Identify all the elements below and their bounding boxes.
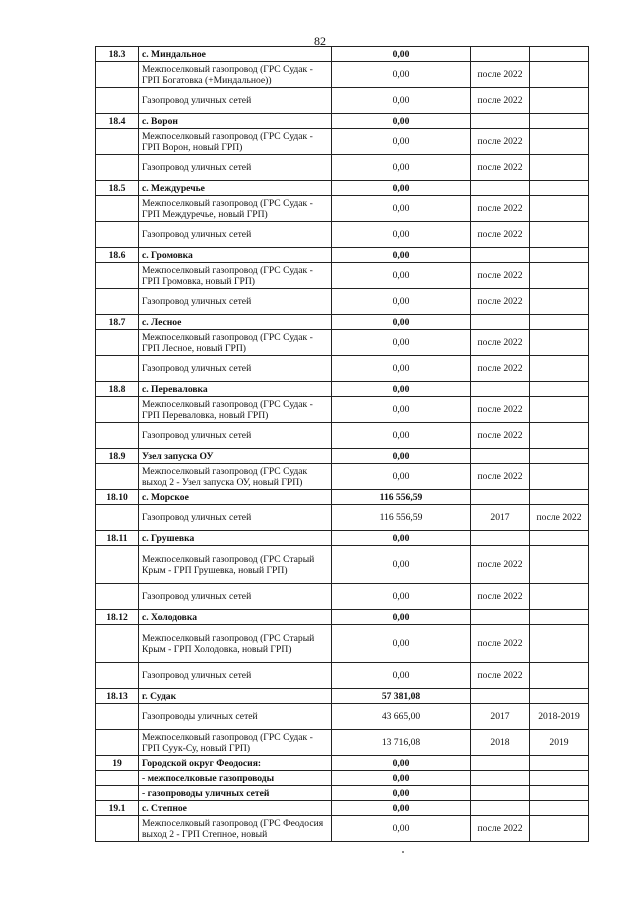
row-year-end <box>530 181 589 196</box>
page-number: 82 <box>314 34 326 48</box>
row-value: 0,00 <box>332 423 471 449</box>
row-value: 0,00 <box>332 397 471 423</box>
row-year-end <box>530 625 589 663</box>
row-name: Межпоселковый газопровод (ГРС Судак - ГРП Междуречье, новый ГРП) <box>139 196 332 222</box>
row-year-start <box>471 786 530 801</box>
scan-artifact <box>402 851 404 853</box>
table-row <box>96 263 589 289</box>
row-year-end <box>530 464 589 490</box>
row-year-start: после 2022 <box>471 464 530 490</box>
row-year-start <box>471 114 530 129</box>
row-number <box>96 263 139 289</box>
row-value: 0,00 <box>332 663 471 689</box>
row-value: 0,00 <box>332 88 471 114</box>
row-year-start: после 2022 <box>471 196 530 222</box>
row-value: 0,00 <box>332 584 471 610</box>
row-name: Газопровод уличных сетей <box>139 663 332 689</box>
row-name: Городской округ Феодосия: <box>139 756 332 771</box>
row-year-end <box>530 449 589 464</box>
section-row <box>96 449 589 464</box>
row-year-start: после 2022 <box>471 546 530 584</box>
row-name: Газопровод уличных сетей <box>139 356 332 382</box>
row-number <box>96 771 139 786</box>
row-year-start <box>471 610 530 625</box>
row-year-end <box>530 546 589 584</box>
row-number: 18.7 <box>96 315 139 330</box>
row-year-end <box>530 816 589 842</box>
row-number <box>96 464 139 490</box>
row-value: 0,00 <box>332 801 471 816</box>
row-name: Межпоселковый газопровод (ГРС Судак выход 2 - Узел запуска ОУ, новый ГРП) <box>139 464 332 490</box>
table-row <box>96 397 589 423</box>
row-name: с. Морское <box>139 490 332 505</box>
row-number: 18.4 <box>96 114 139 129</box>
section-row <box>96 490 589 505</box>
section-row <box>96 801 589 816</box>
row-number <box>96 704 139 730</box>
section-row <box>96 248 589 263</box>
row-year-start: после 2022 <box>471 330 530 356</box>
row-value: 0,00 <box>332 449 471 464</box>
section-row <box>96 181 589 196</box>
row-year-end <box>530 801 589 816</box>
row-name: Газопроводы уличных сетей <box>139 704 332 730</box>
row-value: 0,00 <box>332 289 471 315</box>
row-value: 0,00 <box>332 155 471 181</box>
row-value: 0,00 <box>332 47 471 62</box>
row-number <box>96 289 139 315</box>
row-name: с. Междуречье <box>139 181 332 196</box>
table-row <box>96 196 589 222</box>
row-year-end <box>530 155 589 181</box>
row-year-start: после 2022 <box>471 62 530 88</box>
row-year-start <box>471 181 530 196</box>
row-name: с. Переваловка <box>139 382 332 397</box>
table-row <box>96 423 589 449</box>
row-name: Узел запуска ОУ <box>139 449 332 464</box>
row-year-start: после 2022 <box>471 397 530 423</box>
row-value: 0,00 <box>332 464 471 490</box>
row-year-start: после 2022 <box>471 289 530 315</box>
row-year-start: после 2022 <box>471 129 530 155</box>
row-year-end <box>530 397 589 423</box>
row-value: 0,00 <box>332 786 471 801</box>
table-row <box>96 330 589 356</box>
row-year-end <box>530 786 589 801</box>
row-year-end <box>530 610 589 625</box>
row-number <box>96 330 139 356</box>
table-row <box>96 356 589 382</box>
section-row <box>96 315 589 330</box>
row-year-start: после 2022 <box>471 155 530 181</box>
table-row <box>96 505 589 531</box>
row-year-start: после 2022 <box>471 222 530 248</box>
row-year-start: 2017 <box>471 505 530 531</box>
row-year-end <box>530 356 589 382</box>
row-year-start <box>471 689 530 704</box>
table-row <box>96 816 589 842</box>
row-name: Межпоселковый газопровод (ГРС Старый Крым - ГРП Грушевка, новый ГРП) <box>139 546 332 584</box>
row-year-end: 2018-2019 <box>530 704 589 730</box>
table-body <box>96 47 589 842</box>
section-row <box>96 610 589 625</box>
row-year-start <box>471 47 530 62</box>
row-year-start <box>471 490 530 505</box>
row-year-end <box>530 330 589 356</box>
row-name: Межпоселковый газопровод (ГРС Судак - ГРП Богатовка (+Миндальное)) <box>139 62 332 88</box>
row-name: Газопровод уличных сетей <box>139 423 332 449</box>
row-value: 0,00 <box>332 531 471 546</box>
row-value: 0,00 <box>332 756 471 771</box>
row-name: с. Громовка <box>139 248 332 263</box>
row-number: 18.5 <box>96 181 139 196</box>
section-row <box>96 689 589 704</box>
row-name: с. Холодовка <box>139 610 332 625</box>
row-value: 0,00 <box>332 546 471 584</box>
table-row <box>96 129 589 155</box>
row-number: 18.8 <box>96 382 139 397</box>
row-year-end <box>530 663 589 689</box>
table-row <box>96 546 589 584</box>
row-number: 19 <box>96 756 139 771</box>
row-year-end <box>530 47 589 62</box>
row-year-end <box>530 689 589 704</box>
row-year-end <box>530 315 589 330</box>
table-row <box>96 584 589 610</box>
row-year-end <box>530 382 589 397</box>
row-value: 0,00 <box>332 263 471 289</box>
row-value: 116 556,59 <box>332 490 471 505</box>
row-year-end <box>530 584 589 610</box>
table-row <box>96 704 589 730</box>
row-year-start <box>471 248 530 263</box>
section-row <box>96 786 589 801</box>
section-row <box>96 771 589 786</box>
row-year-start: 2017 <box>471 704 530 730</box>
row-number: 18.13 <box>96 689 139 704</box>
row-value: 0,00 <box>332 315 471 330</box>
table-row <box>96 625 589 663</box>
row-year-end <box>530 88 589 114</box>
row-number <box>96 62 139 88</box>
row-year-start <box>471 531 530 546</box>
row-value: 0,00 <box>332 330 471 356</box>
section-row <box>96 382 589 397</box>
row-name: с. Грушевка <box>139 531 332 546</box>
row-number <box>96 505 139 531</box>
table-row <box>96 663 589 689</box>
table-row <box>96 289 589 315</box>
row-number <box>96 397 139 423</box>
row-name: Газопровод уличных сетей <box>139 289 332 315</box>
row-number <box>96 423 139 449</box>
row-name: - межпоселковые газопроводы <box>139 771 332 786</box>
row-value: 116 556,59 <box>332 505 471 531</box>
row-value: 13 716,08 <box>332 730 471 756</box>
row-name: с. Лесное <box>139 315 332 330</box>
section-row <box>96 114 589 129</box>
row-number <box>96 196 139 222</box>
table-row <box>96 62 589 88</box>
row-name: с. Миндальное <box>139 47 332 62</box>
row-year-end <box>530 756 589 771</box>
row-number <box>96 129 139 155</box>
row-number: 18.10 <box>96 490 139 505</box>
row-name: Межпоселковый газопровод (ГРС Судак - ГРП Суук-Су, новый ГРП) <box>139 730 332 756</box>
row-year-end <box>530 490 589 505</box>
table-row <box>96 155 589 181</box>
row-year-end <box>530 62 589 88</box>
gas-pipeline-table <box>95 46 589 842</box>
row-year-start: 2018 <box>471 730 530 756</box>
row-number <box>96 625 139 663</box>
row-number <box>96 584 139 610</box>
row-name: Межпоселковый газопровод (ГРС Судак - ГРП Громовка, новый ГРП) <box>139 263 332 289</box>
table-row <box>96 464 589 490</box>
row-value: 0,00 <box>332 222 471 248</box>
row-year-end <box>530 129 589 155</box>
row-name: - газопроводы уличных сетей <box>139 786 332 801</box>
row-year-start <box>471 449 530 464</box>
row-number: 19.1 <box>96 801 139 816</box>
row-name: Газопровод уличных сетей <box>139 155 332 181</box>
row-number <box>96 546 139 584</box>
row-year-start: после 2022 <box>471 356 530 382</box>
row-year-start <box>471 801 530 816</box>
row-year-start <box>471 771 530 786</box>
row-value: 0,00 <box>332 382 471 397</box>
table-row <box>96 222 589 248</box>
row-number <box>96 155 139 181</box>
row-name: Межпоселковый газопровод (ГРС Судак - ГРП Лесное, новый ГРП) <box>139 330 332 356</box>
row-name: Газопровод уличных сетей <box>139 584 332 610</box>
table-row <box>96 730 589 756</box>
row-year-end <box>530 531 589 546</box>
row-number <box>96 222 139 248</box>
row-year-end <box>530 114 589 129</box>
row-year-start: после 2022 <box>471 263 530 289</box>
row-year-end: 2019 <box>530 730 589 756</box>
row-year-end: после 2022 <box>530 505 589 531</box>
row-number <box>96 816 139 842</box>
row-year-start: после 2022 <box>471 816 530 842</box>
row-name: Межпоселковый газопровод (ГРС Судак - ГРП Ворон, новый ГРП) <box>139 129 332 155</box>
row-number: 18.3 <box>96 47 139 62</box>
row-name: с. Степное <box>139 801 332 816</box>
row-number: 18.12 <box>96 610 139 625</box>
row-number <box>96 88 139 114</box>
row-number <box>96 356 139 382</box>
row-year-end <box>530 222 589 248</box>
row-number <box>96 786 139 801</box>
table-row <box>96 88 589 114</box>
row-year-start <box>471 756 530 771</box>
row-year-end <box>530 196 589 222</box>
row-value: 0,00 <box>332 356 471 382</box>
row-value: 0,00 <box>332 129 471 155</box>
row-year-end <box>530 289 589 315</box>
row-year-end <box>530 423 589 449</box>
row-value: 0,00 <box>332 771 471 786</box>
row-name: Межпоселковый газопровод (ГРС Старый Крым - ГРП Холодовка, новый ГРП) <box>139 625 332 663</box>
row-name: с. Ворон <box>139 114 332 129</box>
row-value: 0,00 <box>332 196 471 222</box>
row-year-end <box>530 771 589 786</box>
row-year-start <box>471 382 530 397</box>
row-year-start: после 2022 <box>471 663 530 689</box>
row-value: 0,00 <box>332 610 471 625</box>
row-value: 0,00 <box>332 625 471 663</box>
row-value: 57 381,08 <box>332 689 471 704</box>
row-number: 18.9 <box>96 449 139 464</box>
row-value: 0,00 <box>332 62 471 88</box>
row-name: Межпоселковый газопровод (ГРС Судак - ГРП Переваловка, новый ГРП) <box>139 397 332 423</box>
row-year-end <box>530 248 589 263</box>
row-year-end <box>530 263 589 289</box>
row-year-start <box>471 315 530 330</box>
row-value: 43 665,00 <box>332 704 471 730</box>
row-name: Газопровод уличных сетей <box>139 88 332 114</box>
row-year-start: после 2022 <box>471 625 530 663</box>
row-year-start: после 2022 <box>471 88 530 114</box>
row-year-start: после 2022 <box>471 584 530 610</box>
section-row <box>96 756 589 771</box>
row-name: Газопровод уличных сетей <box>139 222 332 248</box>
row-number <box>96 730 139 756</box>
section-row <box>96 47 589 62</box>
row-number <box>96 663 139 689</box>
row-number: 18.6 <box>96 248 139 263</box>
row-value: 0,00 <box>332 248 471 263</box>
row-value: 0,00 <box>332 181 471 196</box>
row-year-start: после 2022 <box>471 423 530 449</box>
row-value: 0,00 <box>332 114 471 129</box>
row-name: Межпоселковый газопровод (ГРС Феодосия выход 2 - ГРП Степное, новый <box>139 816 332 842</box>
section-row <box>96 531 589 546</box>
row-name: Газопровод уличных сетей <box>139 505 332 531</box>
row-number: 18.11 <box>96 531 139 546</box>
row-value: 0,00 <box>332 816 471 842</box>
row-name: г. Судак <box>139 689 332 704</box>
